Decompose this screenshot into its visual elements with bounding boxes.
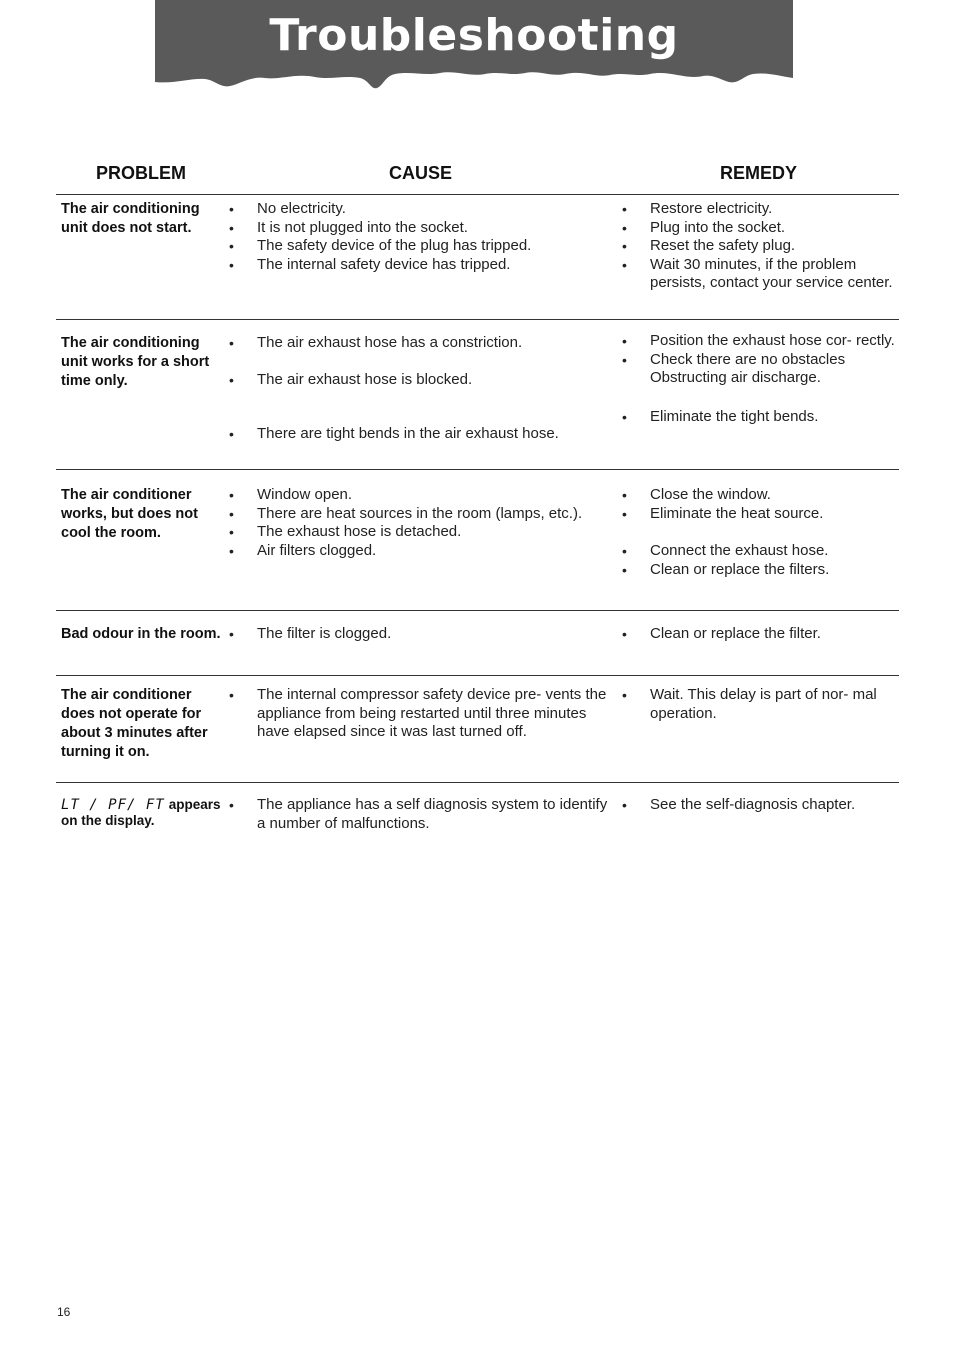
remedy-list (621, 625, 901, 644)
problem-text: The air conditioning unit does not start. (61, 201, 200, 236)
list-item: • Restore electricity. (621, 200, 901, 219)
table-row (56, 611, 899, 676)
list-item: • Eliminate the heat source. (621, 505, 901, 524)
list-item: • Wait 30 minutes, if the problem persists, contact your service center. (621, 256, 901, 293)
list-item: • The air exhaust hose is blocked. (228, 371, 613, 390)
problem-text: The air conditioning unit works for a short time only. (61, 335, 210, 389)
table-row (56, 470, 899, 611)
list-item: • Wait. This delay is part of nor- mal operation. (621, 686, 901, 723)
problem-text (61, 797, 221, 829)
list-item: • The filter is clogged. (228, 625, 613, 644)
table-row (56, 676, 899, 783)
remedy-list (621, 332, 901, 426)
cause-list (228, 334, 613, 444)
list-item: • Window open. (228, 486, 613, 505)
remedy-list (621, 796, 901, 815)
cause-list (228, 686, 613, 742)
cause-list (228, 200, 613, 274)
display-code: LT / PF/ FT (61, 797, 165, 813)
list-item: • Connect the exhaust hose. (621, 542, 901, 561)
troubleshooting-table (56, 160, 899, 843)
column-header-cause: CAUSE (389, 163, 453, 183)
list-item: • Check there are no obstacles Obstructing air discharge. (621, 351, 901, 388)
list-item: • Reset the safety plug. (621, 237, 901, 256)
list-item: • The appliance has a self diagnosis system to identify a number of malfunctions. (228, 796, 613, 833)
list-item: • Position the exhaust hose cor- rectly. (621, 332, 901, 351)
page-number: 16 (57, 1305, 71, 1319)
table-row (56, 320, 899, 470)
table-row (56, 195, 899, 320)
remedy-list (621, 200, 901, 293)
problem-text: The air conditioner works, but does not cool the room. (61, 487, 198, 541)
list-item: • Clean or replace the filter. (621, 625, 901, 644)
remedy-list (621, 486, 901, 579)
list-item: • The air exhaust hose has a constriction. (228, 334, 613, 353)
list-item: • Plug into the socket. (621, 219, 901, 238)
list-item: • See the self-diagnosis chapter. (621, 796, 901, 815)
problem-suffix: appears on the display. (61, 797, 221, 828)
problem-text: Bad odour in the room. (61, 626, 221, 642)
column-header-remedy: REMEDY (720, 163, 798, 183)
list-item: • It is not plugged into the socket. (228, 219, 613, 238)
column-header-problem: PROBLEM (96, 163, 186, 183)
list-item: • Close the window. (621, 486, 901, 505)
list-item: • The safety device of the plug has tripped. (228, 237, 613, 256)
list-item: • The internal compressor safety device pre- vents the appliance from being restarted until three minutes have elapsed since it was last turned off. (228, 686, 613, 742)
list-item: • The exhaust hose is detached. (228, 523, 613, 542)
header-banner (155, 0, 793, 94)
page-title: Troubleshooting (269, 10, 679, 61)
list-item: • There are tight bends in the air exhaust hose. (228, 425, 613, 444)
list-item: • There are heat sources in the room (lamps, etc.). (228, 505, 613, 524)
list-item: • The internal safety device has tripped. (228, 256, 613, 275)
cause-list (228, 486, 613, 560)
list-item: • No electricity. (228, 200, 613, 219)
list-item: • Eliminate the tight bends. (621, 408, 901, 427)
cause-list (228, 796, 613, 833)
list-item: • Air filters clogged. (228, 542, 613, 561)
remedy-list (621, 686, 901, 723)
cause-list (228, 625, 613, 644)
problem-text: The air conditioner does not operate for about 3 minutes after turning it on. (61, 687, 208, 760)
list-item: • Clean or replace the filters. (621, 561, 901, 580)
table-header (56, 160, 899, 195)
table-row (56, 783, 899, 843)
